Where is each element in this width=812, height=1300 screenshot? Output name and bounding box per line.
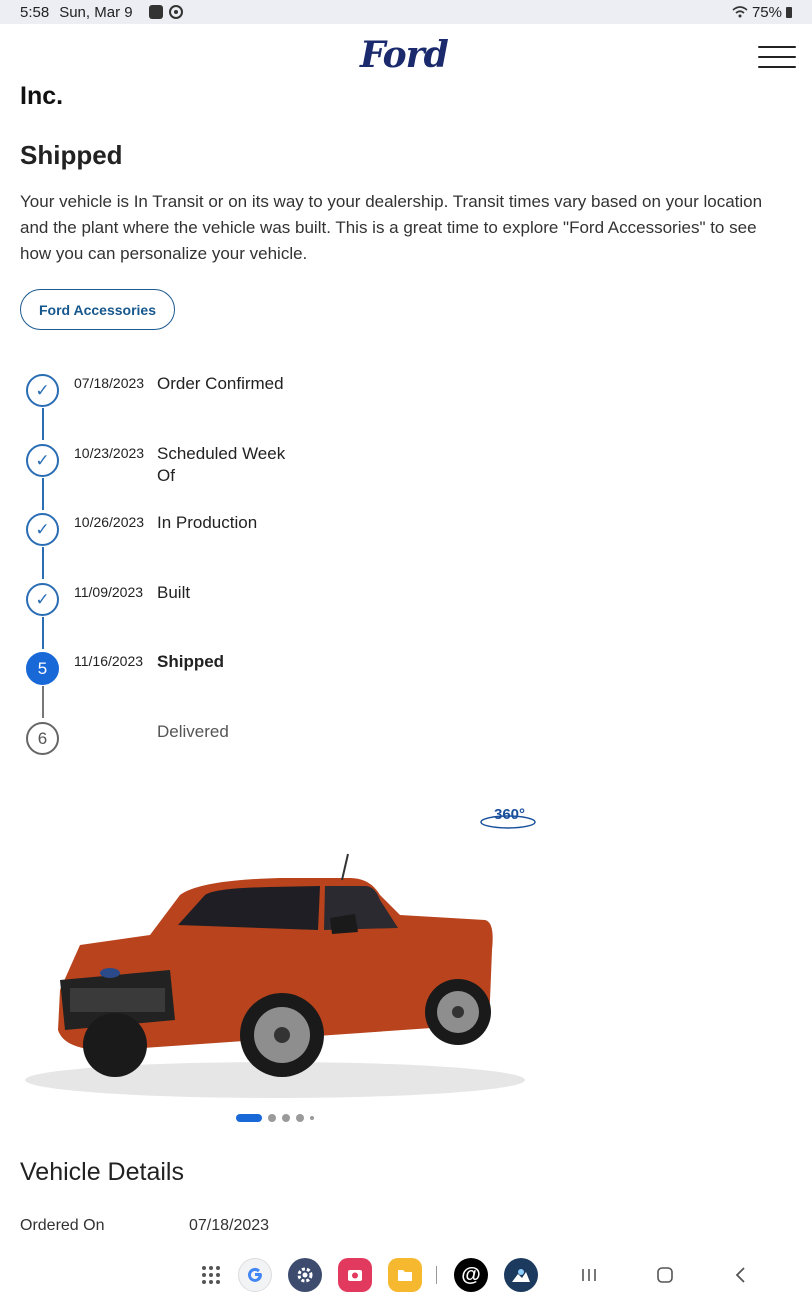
timeline-step-in-production <box>0 499 400 559</box>
timeline-label: Built <box>157 583 191 602</box>
carousel-dot[interactable] <box>236 1114 262 1122</box>
app-drawer-icon[interactable] <box>194 1258 228 1292</box>
timeline-date: 10/26/2023 <box>74 514 145 530</box>
timeline-date: 11/09/2023 <box>74 584 144 600</box>
timeline-label: Delivered <box>157 722 229 741</box>
vehicle-image-viewer[interactable] <box>20 800 540 1100</box>
vehicle-image <box>20 840 530 1100</box>
ford-accessories-button[interactable]: Ford Accessories <box>20 289 175 330</box>
home-icon[interactable] <box>648 1258 682 1292</box>
sync-notification-icon <box>169 5 183 19</box>
order-status-title: Shipped <box>20 140 123 170</box>
image-carousel-indicator[interactable] <box>236 1114 314 1122</box>
google-app-icon[interactable] <box>238 1258 272 1292</box>
wifi-icon <box>732 6 748 18</box>
timeline-label: In Production <box>157 513 258 532</box>
carousel-dot[interactable] <box>296 1114 304 1122</box>
status-bar <box>0 0 812 24</box>
files-app-icon[interactable] <box>388 1258 422 1292</box>
timeline-step-built <box>0 569 400 629</box>
carousel-dot[interactable] <box>282 1114 290 1122</box>
timeline-date: 11/16/2023 <box>74 653 144 669</box>
order-timeline <box>0 360 400 780</box>
timeline-label: Shipped <box>157 652 225 671</box>
timeline-step-delivered <box>0 708 400 768</box>
app-header <box>0 24 812 88</box>
pending-step-number: 6 <box>26 722 59 755</box>
vehicle-details-title: Vehicle Details <box>20 1158 184 1186</box>
camera-app-icon[interactable] <box>338 1258 372 1292</box>
ordered-on-value: 07/18/2023 <box>189 1217 270 1234</box>
settings-app-icon[interactable] <box>288 1258 322 1292</box>
timeline-label: Order Confirmed <box>157 374 284 393</box>
check-icon: ✓ <box>26 513 59 546</box>
recent-apps-icon[interactable] <box>572 1258 606 1292</box>
timeline-step-shipped <box>0 638 400 698</box>
ford-logo[interactable]: Ford <box>360 34 448 76</box>
timeline-label: Scheduled Week Of <box>157 444 286 485</box>
gallery-notification-icon <box>149 5 163 19</box>
battery-icon <box>786 7 792 18</box>
check-icon: ✓ <box>26 444 59 477</box>
carousel-dot[interactable] <box>268 1114 276 1122</box>
timeline-step-scheduled <box>0 430 400 490</box>
check-icon: ✓ <box>26 374 59 407</box>
view-360-button[interactable]: 360° <box>482 806 513 823</box>
order-status-description: Your vehicle is In Transit or on its way to your dealership. Transit times vary based on your location and the plant where the vehicle was built. This is a great time to explore "Ford Accessories" to see how you can personalize your vehicle. <box>20 192 763 263</box>
system-nav-bar <box>0 1252 812 1300</box>
status-date: Sun, Mar 9 <box>59 3 133 21</box>
timeline-step-order-confirmed <box>0 360 400 420</box>
company-name: Inc. <box>20 82 64 110</box>
battery-percent: 75% <box>751 3 782 21</box>
back-icon[interactable] <box>724 1258 758 1292</box>
timeline-date: 10/23/2023 <box>74 445 145 461</box>
carousel-dot[interactable] <box>310 1116 314 1120</box>
timeline-date: 07/18/2023 <box>74 375 145 391</box>
weather-app-icon[interactable] <box>504 1258 538 1292</box>
ordered-on-label: Ordered On <box>20 1217 105 1234</box>
threads-app-icon[interactable]: @ <box>454 1258 488 1292</box>
current-step-number: 5 <box>26 652 59 685</box>
status-time: 5:58 <box>20 3 50 21</box>
hamburger-menu-icon[interactable] <box>758 46 796 68</box>
dock-divider <box>426 1258 446 1292</box>
check-icon: ✓ <box>26 583 59 616</box>
